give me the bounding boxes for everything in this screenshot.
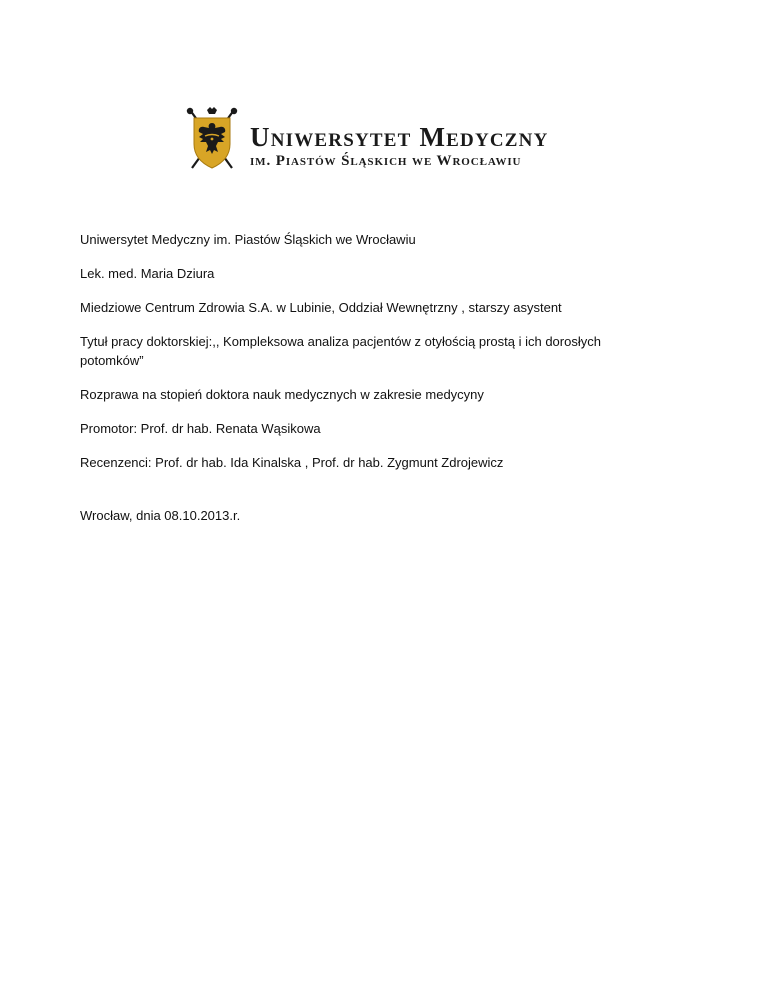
logo-title: Uniwersytet Medyczny	[250, 122, 549, 152]
degree-statement: Rozprawa na stopień doktora nauk medycznych w zakresie medycyny	[80, 387, 484, 402]
university-name: Uniwersytet Medyczny im. Piastów Śląskich we Wrocławiu	[80, 232, 416, 247]
logo-subtitle: im. Piastów Śląskich we Wrocławiu	[250, 153, 522, 169]
thesis-title: Tytuł pracy doktorskiej:,, Kompleksowa analiza pacjentów z otyłością prostą i ich dorosłych potomków”	[80, 334, 601, 368]
reviewers-line: Recenzenci: Prof. dr hab. Ida Kinalska , Prof. dr hab. Zygmunt Zdrojewicz	[80, 455, 504, 470]
eagle-crest-icon	[184, 106, 240, 172]
place-and-date: Wrocław, dnia 08.10.2013.r.	[80, 508, 241, 523]
promoter-line: Promotor: Prof. dr hab. Renata Wąsikowa	[80, 421, 321, 436]
author-name: Lek. med. Maria Dziura	[80, 266, 215, 281]
university-logo	[184, 106, 584, 176]
author-affiliation: Miedziowe Centrum Zdrowia S.A. w Lubinie, Oddział Wewnętrzny , starszy asystent	[80, 300, 562, 315]
